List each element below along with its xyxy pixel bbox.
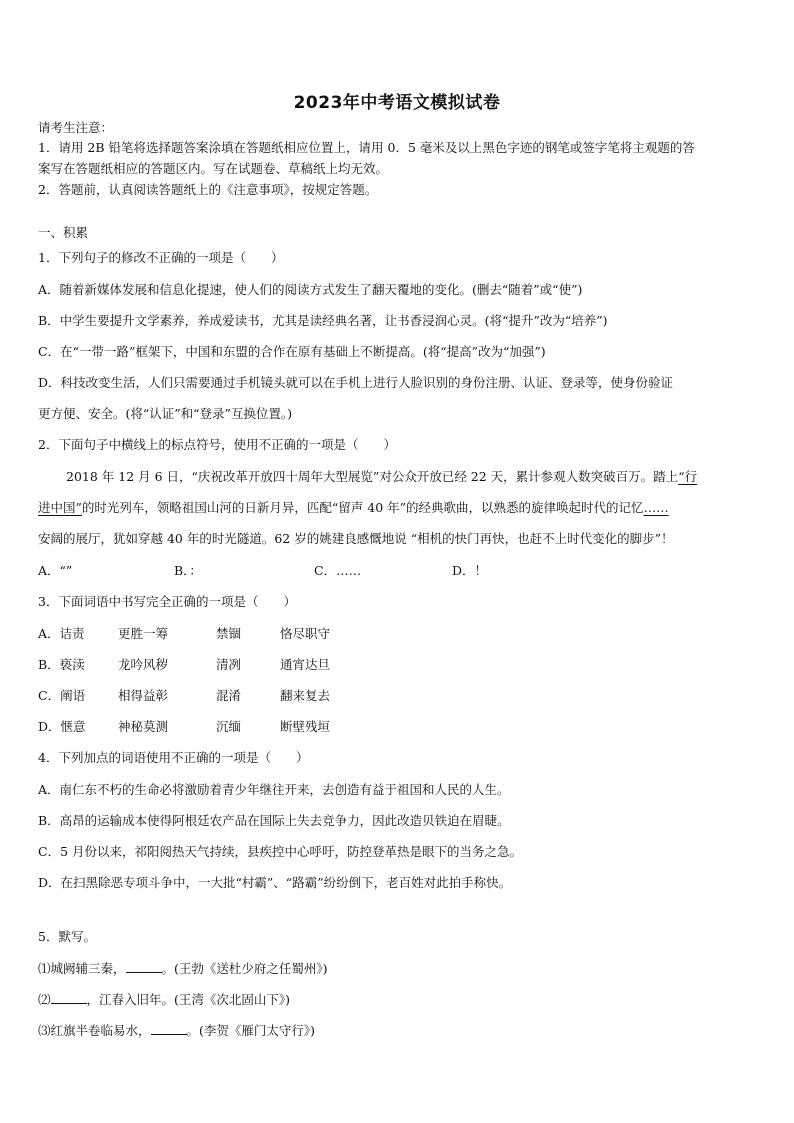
answer-blank[interactable] [126,960,162,973]
q3-word: 混淆 [216,688,242,703]
q2-options [38,563,487,579]
q1-option-c: C．在“一带一路”框架下，中国和东盟的合作在原有基础上不断提高。(将“提高”改为“加强”) [38,344,546,359]
q3-word: 沉缅 [216,719,242,734]
q1-option-b: B．中学生要提升文学素养，养成爱读书，尤其是读经典名著，让书香浸润心灵。(将“提升”改为“培养”) [38,313,608,328]
q2-passage-text: “留声 40 年”的经典歌曲，以熟悉的旋律唤起时代的记忆 [331,500,644,515]
q5-text: 。(王勃《送杜少府之任蜀州》) [161,961,328,976]
q2-passage-line2 [38,500,669,516]
q2-passage-text: 2018 年 12 月 6 日，“庆祝改革开放四十周年大型展览”对公众开放已经 22 天，累计参观人数突破百万。踏上 [66,469,679,484]
q3-word: 翻来复去 [280,688,331,703]
q4-option-b: B．高昂的运输成本使得阿根廷农产品在国际上失去竞争力，因此改造贝铁迫在眉睫。 [38,813,510,828]
q1-option-d-line1: D．科技改变生活，人们只需要通过手机镜头就可以在手机上进行人脸识别的身份注册、认证、登录等，使身份验证 [38,375,674,390]
q2-passage-text: 的时光列车，领略祖国山河的日新月异， [81,500,307,515]
q3-option-row [38,688,330,704]
q3-option-label: C．阐语 [38,688,86,703]
notice-line-1a: 1．请用 2B 铅笔将选择题答案涂填在答题纸相应位置上，请用 0．5 毫米及以上黑色字迹的钢笔或签字笔将主观题的答 [38,140,695,155]
q2-option-d: D．！ [452,563,488,578]
q3-option-label: B．亵渎 [38,657,85,672]
q2-underlined-mark: …… [643,500,669,515]
q3-word: 相得益彰 [118,688,169,703]
q5-line-1 [38,960,328,977]
q3-word: 通宵达旦 [280,657,331,672]
q3-word: 恪尽职守 [280,626,331,641]
q3-option-row [38,626,330,642]
notice-heading: 请考生注意： [38,120,114,135]
q5-line-3 [38,1022,315,1039]
q3-stem: 3．下面词语中书写完全正确的一项是（ ） [38,594,296,609]
q2-option-a: A．“” [38,563,73,578]
q3-word: 龙吟风秽 [118,657,169,672]
q4-option-d: D．在扫黑除恶专项斗争中，一大批“村霸”、“路霸”纷纷倒下，老百姓对此拍手称快。 [38,875,512,890]
page-title: 2023年中考语文模拟试卷 [293,93,501,113]
q5-text: ⑵ [38,992,51,1007]
q3-option-row [38,657,330,673]
q3-word: 清冽 [216,657,242,672]
q2-stem: 2．下面句子中横线上的标点符号，使用不正确的一项是（ ） [38,437,396,452]
q3-word: 神秘莫测 [118,719,169,734]
q4-option-a: A．南仁东不朽的生命必将激励着青少年继往开来，去创造有益于祖国和人民的人生。 [38,782,510,797]
q1-option-d-line2: 更方便、安全。(将“认证”和“登录”互换位置。) [38,406,293,421]
q5-text: 。(李贺《雁门太守行》) [186,1023,316,1038]
q3-option-label: D．惬意 [38,719,86,734]
q5-text: ⑴城阙辅三秦， [38,961,126,976]
q3-option-row [38,719,330,735]
q2-option-c: C．…… [314,563,362,578]
q2-passage-line1 [66,469,697,485]
q2-passage-text: 匹配 [306,500,332,515]
q4-option-c: C．5 月份以来，祁阳阅热天气持续，县疾控中心呼吁，防控登革热是眼下的当务之急。 [38,844,522,859]
q5-text: ，江春入旧年。(王湾《次北固山下》) [86,992,291,1007]
answer-blank[interactable] [51,991,87,1004]
q2-underlined-mark: 进中国” [38,500,82,515]
q5-text: ⑶红旗半卷临易水， [38,1023,151,1038]
q4-stem: 4．下列加点的词语使用不正确的一项是（ ） [38,750,309,765]
q2-underlined-mark: “行 [678,469,698,484]
section-heading: 一、积累 [38,225,89,240]
q1-stem: 1．下列句子的修改不正确的一项是（ ） [38,250,284,265]
q3-word: 禁锢 [216,626,242,641]
q3-word: 更胜一筹 [118,626,169,641]
answer-blank[interactable] [151,1022,187,1035]
q1-option-a: A．随着新媒体发展和信息化提速，使人们的阅读方式发生了翻天覆地的变化。(删去“随着”或“使”) [38,282,583,297]
q5-line-2 [38,991,290,1008]
q2-passage-line3: 安阔的展厅，犹如穿越 40 年的时光隧道。62 岁的姚建良感慨地说 “相机的快门再快，也赶不上时代变化的脚步”！ [38,531,674,546]
notice-line-1b: 案写在答题纸相应的答题区内。写在试题卷、草稿纸上均无效。 [38,161,389,176]
notice-line-2: 2．答题前，认真阅读答题纸上的《注意事项》，按规定答题。 [38,182,378,197]
q3-option-label: A．诘责 [38,626,85,641]
q2-option-b: B．： [174,563,202,578]
q3-word: 断壁残垣 [280,719,331,734]
q5-stem: 5．默写。 [38,929,96,944]
